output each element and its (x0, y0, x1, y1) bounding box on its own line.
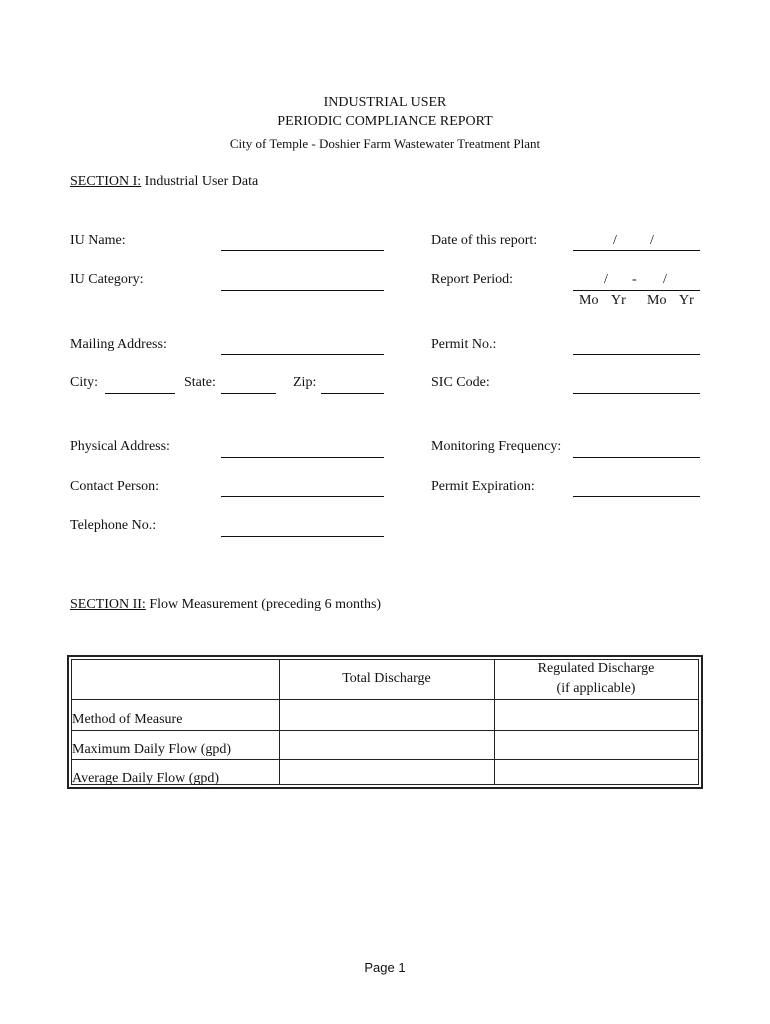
date-of-report-label: Date of this report: (431, 233, 538, 248)
col-header-total-discharge: Total Discharge (342, 671, 431, 686)
date-separator: / (650, 233, 654, 248)
section1-label: SECTION I: (70, 174, 142, 189)
mailing-address-label: Mailing Address: (70, 337, 167, 352)
iu-name-label: IU Name: (70, 233, 126, 248)
period-mo1: Mo (579, 293, 599, 308)
table-divider (494, 660, 495, 784)
row-label-method: Method of Measure (72, 712, 183, 727)
table-divider (72, 699, 698, 700)
monitoring-frequency-label: Monitoring Frequency: (431, 439, 562, 454)
col-header-regulated-note: (if applicable) (556, 681, 636, 696)
state-label: State: (184, 375, 216, 390)
zip-label: Zip: (293, 375, 317, 390)
report-title-line1: INDUSTRIAL USER (323, 95, 447, 110)
city-field[interactable] (105, 393, 175, 394)
section1-title: Industrial User Data (144, 174, 259, 189)
permit-expiration-field[interactable] (573, 496, 700, 497)
physical-address-field[interactable] (221, 457, 384, 458)
report-subtitle: City of Temple - Doshier Farm Wastewater Treatment Plant (229, 136, 541, 151)
col-header-regulated-discharge: Regulated Discharge (537, 661, 655, 676)
period-separator: / (604, 272, 608, 287)
row-label-max-flow: Maximum Daily Flow (gpd) (72, 742, 232, 757)
period-yr1: Yr (611, 293, 626, 308)
section2-title: Flow Measurement (preceding 6 months) (149, 597, 382, 612)
sic-code-label: SIC Code: (431, 375, 490, 390)
period-yr2: Yr (679, 293, 694, 308)
permit-expiration-label: Permit Expiration: (431, 479, 535, 494)
contact-person-label: Contact Person: (70, 479, 160, 494)
iu-name-field[interactable] (221, 250, 384, 251)
physical-address-label: Physical Address: (70, 439, 170, 454)
contact-person-field[interactable] (221, 496, 384, 497)
date-of-report-field[interactable] (573, 250, 700, 251)
period-mo2: Mo (647, 293, 667, 308)
state-field[interactable] (221, 393, 276, 394)
flow-measurement-table (67, 655, 703, 789)
section2-heading (70, 597, 381, 613)
table-divider (72, 730, 698, 731)
zip-field[interactable] (321, 393, 384, 394)
permit-no-field[interactable] (573, 354, 700, 355)
permit-no-label: Permit No.: (431, 337, 497, 352)
period-dash: - (632, 272, 637, 287)
date-separator: / (613, 233, 617, 248)
page-number: Page 1 (364, 960, 406, 975)
section1-heading (70, 174, 258, 190)
mailing-address-field[interactable] (221, 354, 384, 355)
iu-category-field[interactable] (221, 290, 384, 291)
period-separator: / (663, 272, 667, 287)
report-title-line2: PERIODIC COMPLIANCE REPORT (277, 114, 493, 129)
table-inner-border (71, 659, 699, 785)
table-divider (72, 759, 698, 760)
sic-code-field[interactable] (573, 393, 700, 394)
iu-category-label: IU Category: (70, 272, 144, 287)
report-period-label: Report Period: (431, 272, 514, 287)
telephone-label: Telephone No.: (70, 518, 157, 533)
report-period-field[interactable] (573, 290, 700, 291)
row-label-avg-flow: Average Daily Flow (gpd) (72, 771, 220, 786)
telephone-field[interactable] (221, 536, 384, 537)
monitoring-frequency-field[interactable] (573, 457, 700, 458)
section2-label: SECTION II: (70, 597, 146, 612)
city-label: City: (70, 375, 99, 390)
